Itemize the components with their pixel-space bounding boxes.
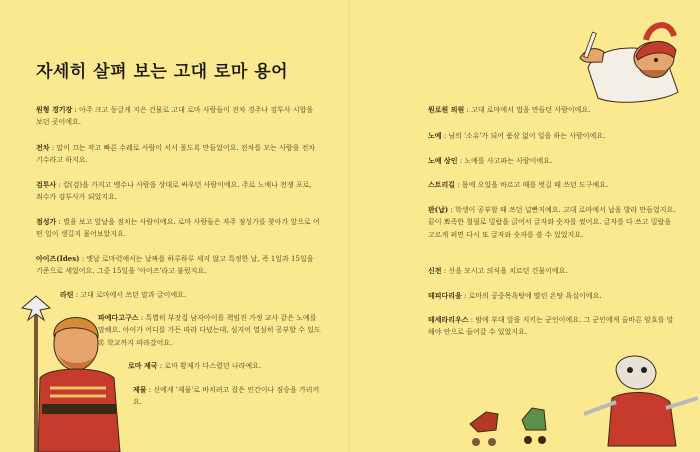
entry-definition: 말이 끄는 작고 빠른 수레로 사람이 서서 몰도록 만들었어요. 전차를 모는 사람을 전차 기수라고 하지요.	[36, 144, 316, 165]
entry-definition: 고대 로마에서 쓰던 말과 글이에요.	[80, 291, 187, 299]
glossary-entry-sacrifice	[133, 384, 323, 409]
entry-separator: :	[73, 291, 81, 299]
entry-separator: :	[138, 314, 146, 322]
glossary-entry-tablet	[428, 204, 680, 241]
toy-horse-green-icon	[522, 408, 546, 444]
entry-term: 제물	[133, 385, 147, 394]
entry-separator: :	[457, 157, 465, 165]
entry-separator: :	[56, 181, 64, 189]
entry-definition: 별을 보고 앞날을 점치는 사람이에요. 로마 사람들은 자주 점성가를 찾아가 앞으로 어떤 일이 생길지 물어보았지요.	[36, 218, 320, 239]
entry-definition: 몸에 오일을 바르고 때를 벗길 때 쓰던 도구예요.	[461, 181, 609, 189]
entry-separator: :	[441, 267, 449, 275]
entry-term: 테피다리움	[428, 291, 462, 300]
entry-term: 판(납)	[428, 205, 449, 214]
entry-separator: :	[157, 362, 165, 370]
entry-term: 검투사	[36, 180, 57, 189]
glossary-entry-slave	[428, 130, 678, 142]
entry-definition: 남의 '소유'가 되어 품삯 없이 일을 하는 사람이에요.	[448, 132, 606, 140]
entry-term: 점성가	[36, 217, 57, 226]
entry-definition: 노예를 사고파는 사람이에요.	[464, 157, 553, 165]
entry-definition: 고대 로마에서 법을 만들던 사람이에요.	[471, 106, 591, 114]
entry-term: 아이즈(Ides)	[36, 254, 80, 263]
entry-separator: :	[468, 316, 476, 324]
roman-soldier-standard-illustration	[10, 292, 140, 452]
entry-separator: :	[79, 255, 87, 263]
entry-definition: 학생이 공부할 때 쓰던 널빤지예요. 고대 로마에서 납을 발라 만들었지요. 끝이 뾰족한 철필로 밀랍을 긁어서 글자와 숫자를 썼어요. 글자를 다 쓰고 밀랍을 고르게 펴면 다시 또 글자와 숫자를 쓸 수 있었지요.	[428, 206, 676, 239]
entry-term: 원형 경기장	[36, 105, 73, 114]
gladiator-icon	[584, 356, 698, 446]
glossary-entry-chariot	[36, 142, 320, 167]
entry-separator: :	[72, 106, 80, 114]
entry-separator: :	[461, 292, 469, 300]
entry-separator: :	[146, 386, 154, 394]
glossary-entry-ides	[36, 253, 320, 278]
roman-scribe-illustration	[570, 18, 692, 110]
entry-definition: 신에게 '제물'로 바치려고 잡은 인간이나 짐승을 가리켜요.	[133, 386, 320, 407]
entry-definition: 로마 황제가 다스렸던 나라예요.	[164, 362, 262, 370]
entry-term: 테세라리우스	[428, 315, 469, 324]
entry-term: 신전	[428, 266, 442, 275]
glossary-entry-tepidarium	[428, 290, 678, 302]
entry-definition: 칼(검)을 가지고 맹수나 사람을 상대로 싸우던 사람이에요. 주로 노예나 전쟁 포로, 죄수가 검투사가 되었지요.	[36, 181, 312, 202]
entry-separator: :	[56, 218, 64, 226]
entry-separator: :	[448, 206, 455, 214]
entry-separator: :	[441, 132, 449, 140]
entry-definition: 로마의 공중목욕탕에 딸린 온탕 욕실이에요.	[468, 292, 602, 300]
glossary-entry-gladiator	[36, 179, 320, 204]
entry-term: 원로원 의원	[428, 105, 465, 114]
entry-definition: 특별히 부잣집 남자아이를 책임진 가정 교사 같은 노예를 말해요. 아이가 어디를 가든 따라 다녔는데, 심지어 열심히 공부할 수 있도록 학교까지 따라갔어요.	[98, 314, 321, 347]
page-title: 자세히 살펴 보는 고대 로마 용어	[36, 62, 289, 82]
entry-definition: 아주 크고 둥글게 지은 건물로 고대 로마 사람들이 전차 경주나 검투사 시합을 보던 곳이에요.	[36, 106, 314, 127]
entry-term: 노예	[428, 131, 442, 140]
glossary-entry-astrologer	[36, 216, 320, 241]
glossary-entry-tesserarius	[428, 314, 680, 339]
glossary-entry-strigil	[428, 179, 678, 191]
book-gutter	[348, 0, 352, 452]
glossary-entry-temple	[428, 265, 678, 277]
entry-separator: :	[464, 106, 472, 114]
entry-definition: 신을 모시고 의식을 치르던 건물이에요.	[448, 267, 568, 275]
entry-term: 노예 상인	[428, 156, 458, 165]
entry-term: 전차	[36, 143, 50, 152]
entry-separator: :	[455, 181, 462, 189]
toy-horse-red-icon	[470, 412, 498, 446]
glossary-entry-amphitheater	[36, 104, 320, 129]
gladiator-and-toy-horses-illustration	[466, 350, 700, 452]
entry-separator: :	[49, 144, 57, 152]
glossary-entry-slave-trader	[428, 155, 678, 167]
entry-term: 라틴	[60, 290, 74, 299]
entry-definition: 밤에 부대 앞을 지키는 군인이에요. 그 군인에게 올바른 암호를 말해야 안으로 들어갈 수 있었지요.	[428, 316, 674, 337]
glossary-entry-roman-empire	[128, 360, 320, 372]
entry-term: 스트리길	[428, 180, 456, 189]
entry-definition: 옛날 로마력에서는 날짜를 하루하루 세지 않고 특정한 날, 즉 1일과 15일을 기준으로 세었어요. 그중 15일을 '아이즈'라고 불렀지요.	[36, 255, 314, 276]
entry-term: 파에다고구스	[98, 313, 139, 322]
entry-term: 로마 제국	[128, 361, 158, 370]
